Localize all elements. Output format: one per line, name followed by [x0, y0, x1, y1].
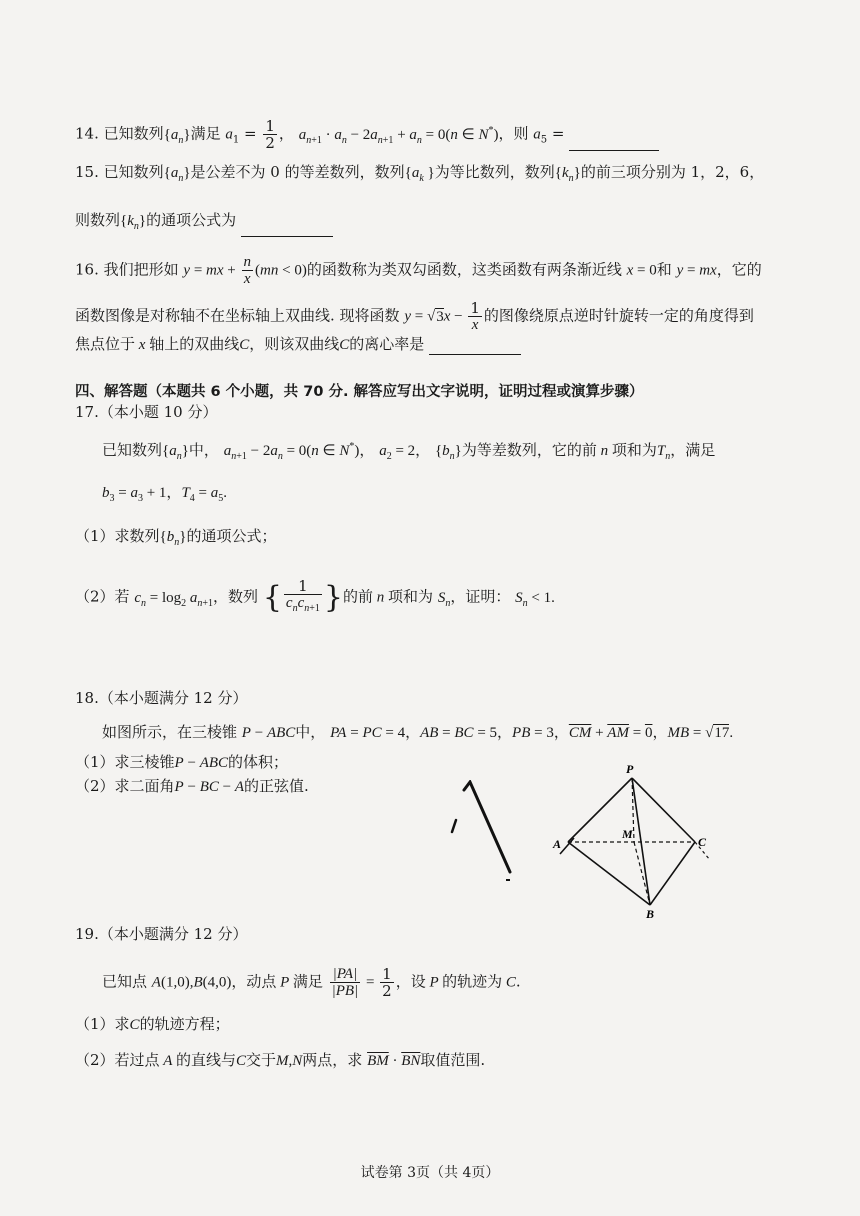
question-16-line2: 函数图像是对称轴不在坐标轴上双曲线. 现将函数 y = √3x − $\frac{1}{x}$ 的图像绕原点逆时针旋转一定的角度得到	[75, 299, 754, 333]
question-16-line3: 焦点位于 x 轴上的双曲线C，则该双曲线C的离心率是	[75, 334, 521, 355]
label-A: A	[553, 837, 562, 851]
question-16-line1: 16. 我们把形如 y = mx + $\frac{n}{x}$ (mn < 0)的函数称为类双勾函数，这类函数有两条渐近线 x = 0和 y = mx，它的	[75, 254, 762, 287]
section-4-title: 四、解答题（本题共 6 个小题，共 70 分. 解答应写出文字说明，证明过程或演算步骤）	[75, 384, 644, 400]
label-C: C	[698, 835, 707, 849]
tetrahedron-figure	[550, 760, 720, 925]
fraction-one-half: $\frac{1}{2}$	[265, 117, 275, 152]
question-15-line2: 则数列$\{k_n\}$的通项公式为	[75, 210, 333, 237]
question-17-part1: （1）求数列$\{b_n\}$的通项公式；	[75, 527, 277, 548]
question-17-head: 17.（本小题 10 分）	[75, 403, 218, 421]
label-M: M	[622, 827, 633, 841]
question-19-part2: （2）若过点 A 的直线与C交于M,N两点，求 $\overline{BM} \cdot \overline{BN}$取值范围.	[75, 1051, 486, 1069]
question-18-part2: （2）求二面角P − BC − A的正弦值.	[75, 777, 309, 795]
label-B: B	[646, 907, 655, 921]
question-18-line1: 如图所示，在三棱锥 P − ABC中， PA = PC = 4，AB = BC = 5，PB = 3，$\overline{CM} + \overline{AM} = 0$，MB = √17.	[102, 723, 734, 741]
answer-blank-16[interactable]	[429, 338, 521, 355]
question-19-line1: 已知点 A(1,0),B(4,0)，动点 P 满足 $\frac{|PA|}{|PB|}$ = $\frac{1}{2}$ ，设 P 的轨迹为 C.	[102, 965, 521, 1000]
question-17-line1: 已知数列$\{a_n\}$中， $a_{n+1} - 2a_n = 0(n$ ∈ N*)， $a_2 = 2$， $\{b_n\}$为等差数列，它的前 n 项和为$T_n$，满足	[102, 441, 716, 462]
question-17-line2: $b_3 = a_3 + 1$，$T_4 = a_5$.	[102, 485, 227, 504]
question-14: 14. 已知数列$\{a_n\}$满足 $a_1$ = $\frac{1}{2}$ ， $a_{n+1} \cdot a_n - 2a_{n+1} + a_n = 0(n$ ∈ N*)，则 $a_5$ =	[75, 118, 659, 151]
question-15-line1: 15. 已知数列$\{a_n\}$是公差不为 0 的等差数列，数列{$a_k$ }为等比数列，数列$\{k_n\}$的前三项分别为 1，2，6，	[75, 163, 765, 184]
answer-blank-15[interactable]	[241, 220, 333, 237]
question-18-part1: （1）求三棱锥P − ABC的体积；	[75, 753, 289, 771]
question-18-head: 18.（本小题满分 12 分）	[75, 689, 248, 707]
answer-blank-14[interactable]	[569, 134, 659, 151]
question-19-head: 19.（本小题满分 12 分）	[75, 925, 248, 943]
question-19-part1: （1）求C的轨迹方程；	[75, 1015, 230, 1033]
page-footer: 试卷第 3页（共 4页）	[360, 1165, 500, 1181]
handwritten-scribble	[440, 780, 520, 885]
question-17-part2: （2）若 $c_n = \log_2 a_{n+1}$，数列 { $\frac{1}{c_nc_{n+1}}$ }的前 n 项和为 $S_n$，证明： $S_n < 1$.	[75, 577, 555, 615]
label-P: P	[626, 762, 634, 776]
